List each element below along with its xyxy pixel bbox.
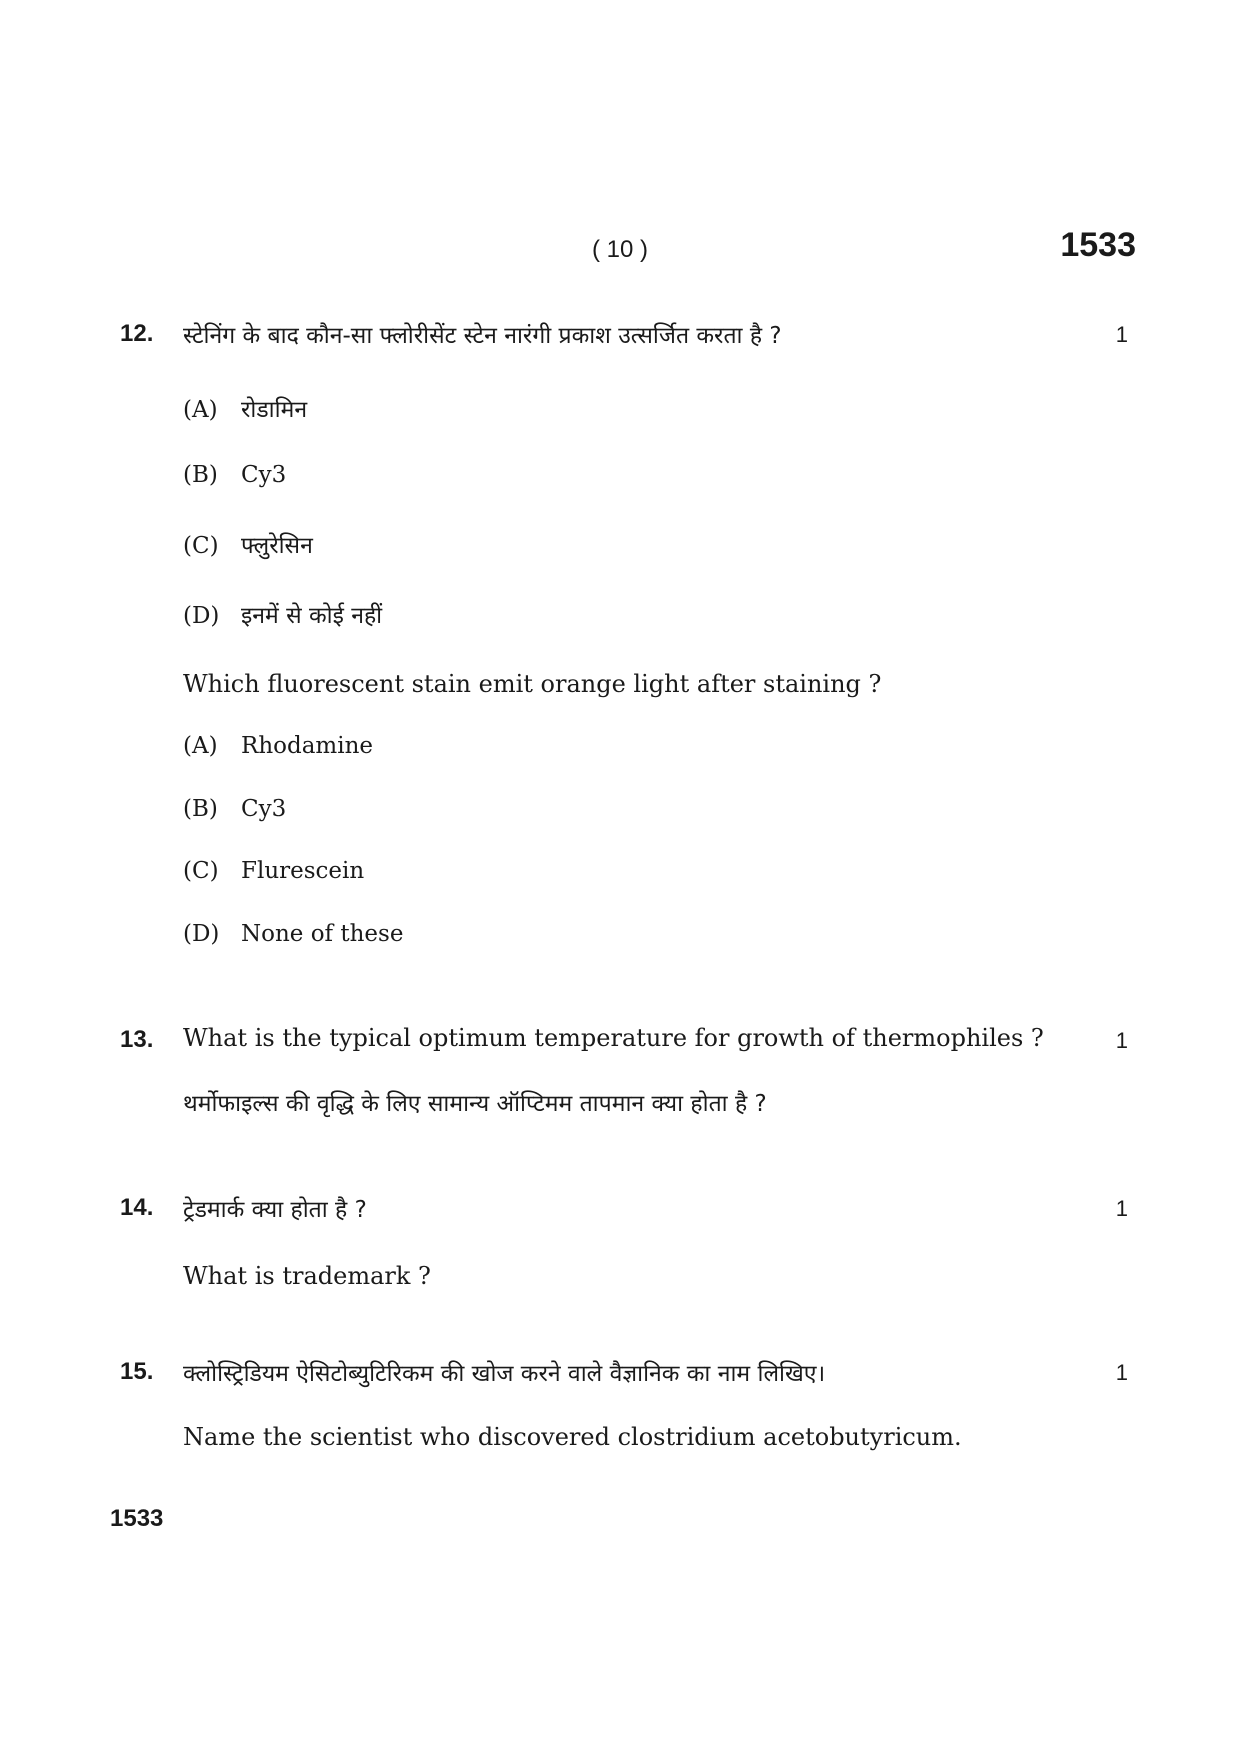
option-letter: (A) <box>183 397 218 423</box>
option-text: इनमें से कोई नहीं <box>241 603 383 629</box>
option-text: Cy3 <box>241 796 287 822</box>
question-number: 13. <box>120 1026 154 1053</box>
option-letter: (D) <box>183 921 220 947</box>
question-number: 15. <box>120 1358 154 1385</box>
option-letter: (B) <box>183 462 218 488</box>
question-number: 14. <box>120 1194 154 1221</box>
question-text-english: Name the scientist who discovered clostridium acetobutyricum. <box>183 1423 962 1451</box>
option-text: Cy3 <box>241 462 287 488</box>
marks: 1 <box>1115 1196 1128 1221</box>
question-text-english: What is the typical optimum temperature for growth of thermophiles ? <box>183 1024 1044 1052</box>
option-letter: (A) <box>183 733 218 759</box>
question-number: 12. <box>120 320 154 347</box>
option-d-hindi <box>183 598 382 630</box>
option-letter: (C) <box>183 858 219 884</box>
question-text-hindi: क्लोस्ट्रिडियम ऐसिटोब्युटिरिकम की खोज करने वाले वैज्ञानिक का नाम लिखिए। <box>183 1361 826 1387</box>
marks: 1 <box>1115 1360 1128 1385</box>
option-letter: (D) <box>183 603 220 629</box>
option-text: Rhodamine <box>241 733 374 759</box>
option-letter: (C) <box>183 533 219 559</box>
option-c-hindi <box>183 528 313 560</box>
option-text: रोडामिन <box>241 397 308 423</box>
option-letter: (B) <box>183 796 218 822</box>
question-text-hindi: स्टेनिंग के बाद कौन-सा फ्लोरीसेंट स्टेन नारंगी प्रकाश उत्सर्जित करता है ? <box>183 323 782 349</box>
question-text-hindi: ट्रेडमार्क क्या होता है ? <box>183 1197 367 1223</box>
question-text-english: What is trademark ? <box>183 1262 431 1290</box>
page-number: ( 10 ) <box>591 236 648 263</box>
paper-code-bottom: 1533 <box>110 1505 164 1532</box>
option-c-english <box>183 858 364 884</box>
option-a-hindi <box>183 392 307 424</box>
question-text-english: Which fluorescent stain emit orange light after staining ? <box>183 670 882 698</box>
marks: 1 <box>1115 322 1128 347</box>
question-text-hindi: थर्मोफाइल्स की वृद्धि के लिए सामान्य ऑप्टिमम तापमान क्या होता है ? <box>183 1091 767 1117</box>
option-text: None of these <box>241 921 404 947</box>
paper-code-top: 1533 <box>1060 226 1136 264</box>
marks: 1 <box>1115 1028 1128 1053</box>
option-a-english <box>183 733 373 759</box>
option-text: फ्लुरेसिन <box>241 533 313 559</box>
option-b-english <box>183 796 286 822</box>
option-d-english <box>183 921 403 947</box>
option-b-hindi <box>183 462 286 488</box>
option-text: Flurescein <box>241 858 365 884</box>
